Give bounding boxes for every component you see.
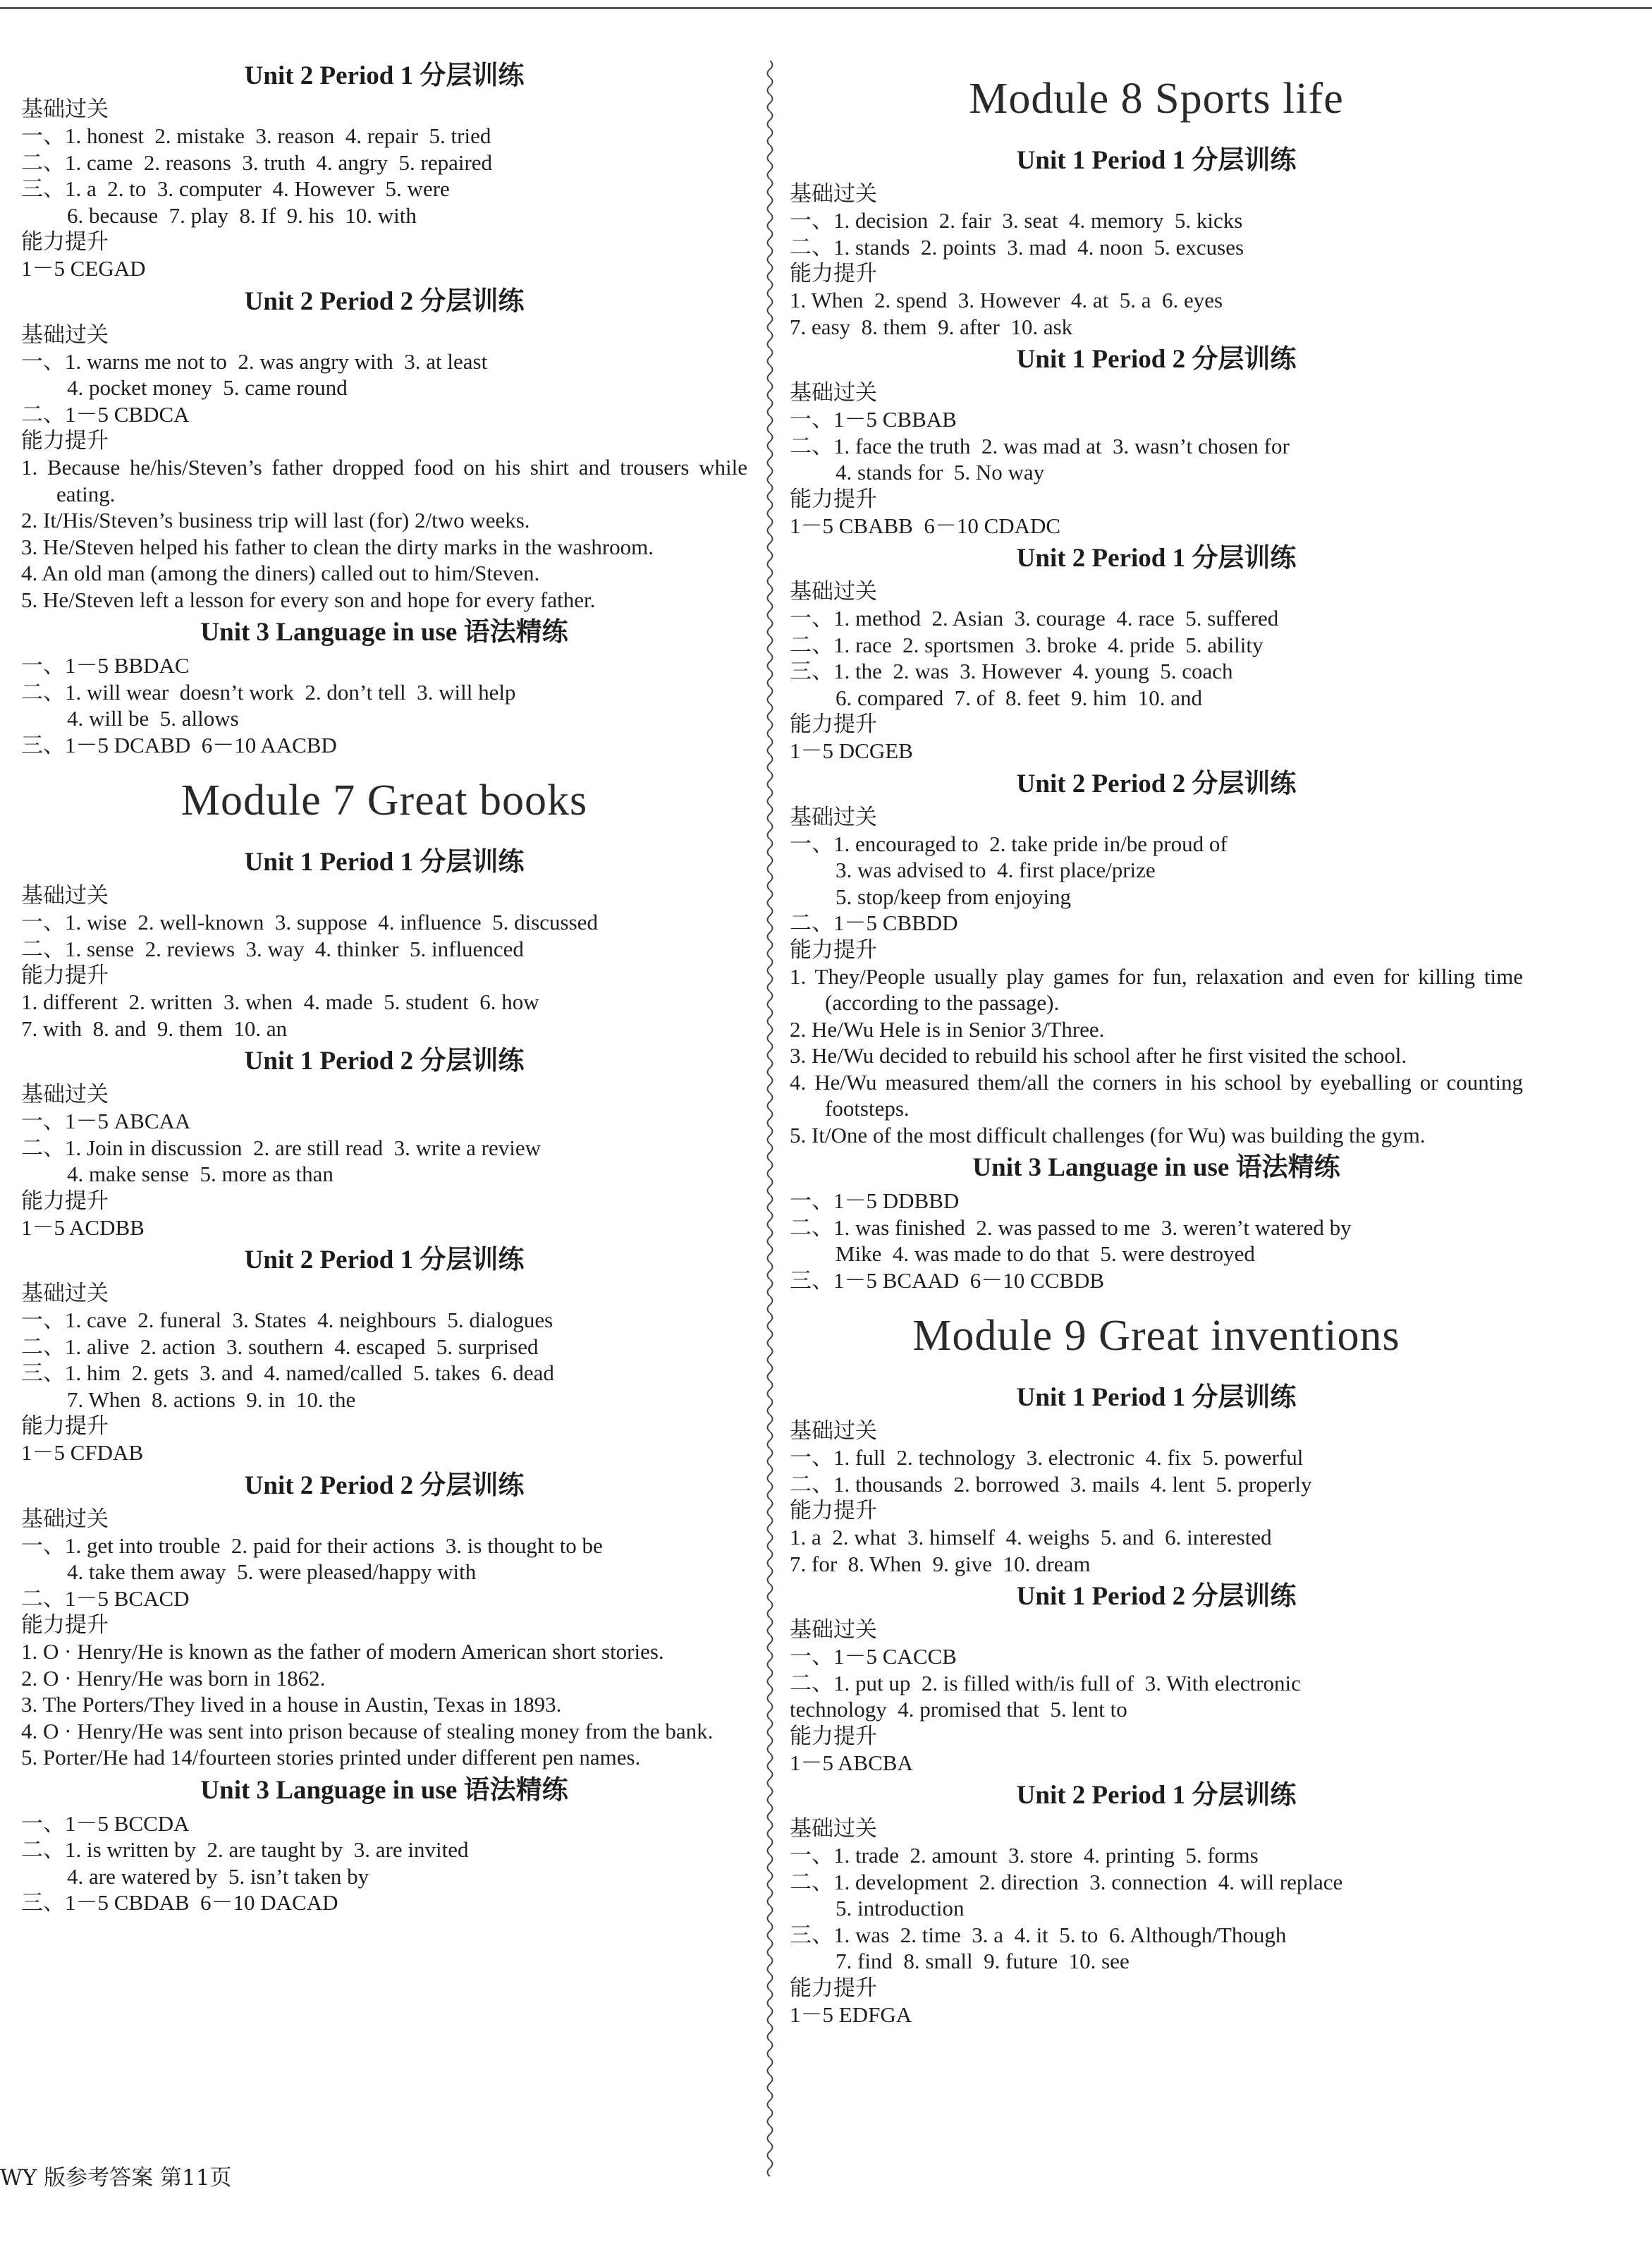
section-heading: Unit 3 Language in use 语法精练 xyxy=(972,1153,1340,1182)
answer-line: 4. are watered by 5. isn’t taken by xyxy=(67,1863,369,1889)
answer-line: 二、1. Join in discussion 2. are still read 3. write a review xyxy=(21,1135,541,1160)
answer-line: 二、1. face the truth 2. was mad at 3. wasn’t chosen for xyxy=(790,433,1290,458)
answer-line: 4. He/Wu measured them/all the corners in his school by eyeballing or counting footsteps. xyxy=(790,1069,1523,1121)
answer-line: 5. stop/keep from enjoying xyxy=(836,884,1072,909)
ability-label: 能力提升 xyxy=(790,1723,877,1749)
answer-line: 4. will be 5. allows xyxy=(67,706,239,731)
answer-line: 3. He/Steven helped his father to clean the dirty marks in the washroom. xyxy=(21,534,654,559)
answer-line: 6. because 7. play 8. If 9. his 10. with xyxy=(67,202,417,228)
section-heading: Unit 2 Period 2 分层训练 xyxy=(1016,769,1297,798)
answer-line: 一、1－5 DDBBD xyxy=(790,1188,960,1213)
answer-line: 二、1. put up 2. is filled with/is full of 3. With electronic xyxy=(790,1670,1301,1695)
answer-line: 二、1－5 BCACD xyxy=(21,1585,190,1611)
section-unit3 xyxy=(21,613,747,758)
section-heading: Unit 2 Period 2 分层训练 xyxy=(244,286,525,316)
basic-label: 基础过关 xyxy=(790,380,877,406)
basic-label: 基础过关 xyxy=(21,97,109,122)
answer-line: technology 4. promised that 5. lent to xyxy=(790,1697,1127,1722)
section-m9-unit1-period1 xyxy=(790,1378,1523,1577)
ability-label: 能力提升 xyxy=(21,1188,109,1214)
basic-label: 基础过关 xyxy=(790,579,877,604)
answer-line: 1. O · Henry/He is known as the father of modern American short stories. xyxy=(21,1639,664,1664)
answer-line: 二、1. sense 2. reviews 3. way 4. thinker 5. influenced xyxy=(21,936,524,961)
answer-line: 一、1. cave 2. funeral 3. States 4. neighbours 5. dialogues xyxy=(21,1308,553,1332)
ability-label: 能力提升 xyxy=(790,937,877,963)
section-m8-unit2-period1 xyxy=(790,539,1523,765)
section-m9-unit1-period2 xyxy=(790,1577,1523,1776)
answer-line: 一、1－5 BBDAC xyxy=(21,653,190,678)
section-heading: Unit 1 Period 2 分层训练 xyxy=(1016,1582,1297,1611)
answer-line: 一、1－5 CACCB xyxy=(790,1644,957,1669)
section-heading: Unit 2 Period 1 分层训练 xyxy=(1016,1781,1297,1810)
answer-line: 1. When 2. spend 3. However 4. at 5. a 6. eyes xyxy=(790,288,1223,312)
section-heading: Unit 2 Period 2 分层训练 xyxy=(244,1471,525,1500)
section-heading: Unit 3 Language in use 语法精练 xyxy=(200,1775,568,1805)
section-m8-unit1-period1 xyxy=(790,141,1523,340)
section-heading: Unit 3 Language in use 语法精练 xyxy=(200,618,568,647)
answer-line: 一、1. trade 2. amount 3. store 4. printing 5. forms xyxy=(790,1843,1259,1868)
answer-line: 一、1. encouraged to 2. take pride in/be proud of xyxy=(790,831,1228,856)
answer-line: 6. compared 7. of 8. feet 9. him 10. and xyxy=(836,685,1202,710)
answer-line: 三、1. him 2. gets 3. and 4. named/called 5. takes 6. dead xyxy=(21,1360,554,1385)
answer-line: 5. It/One of the most difficult challenges (for Wu) was building the gym. xyxy=(790,1122,1426,1147)
answer-line: 1－5 CEGAD xyxy=(21,256,146,281)
answer-line: 1. a 2. what 3. himself 4. weighs 5. and 6. interested xyxy=(790,1525,1272,1549)
basic-label: 基础过关 xyxy=(790,1617,877,1643)
answer-line: 3. The Porters/They lived in a house in Austin, Texas in 1893. xyxy=(21,1692,562,1717)
answer-line: 一、1. wise 2. well-known 3. suppose 4. influence 5. discussed xyxy=(21,910,598,934)
answer-line: 3. He/Wu decided to rebuild his school after he first visited the school. xyxy=(790,1043,1407,1068)
answer-line: 2. O · Henry/He was born in 1862. xyxy=(21,1665,326,1691)
answer-line: 三、1. the 2. was 3. However 4. young 5. coach xyxy=(790,659,1233,683)
basic-label: 基础过关 xyxy=(21,1281,109,1306)
answer-line: 二、1－5 CBBDD xyxy=(790,911,958,935)
answer-line: 7. with 8. and 9. them 10. an xyxy=(21,1016,288,1041)
answer-line: 7. for 8. When 9. give 10. dream xyxy=(790,1551,1091,1576)
ability-label: 能力提升 xyxy=(21,428,109,453)
basic-label: 基础过关 xyxy=(790,181,877,207)
ability-label: 能力提升 xyxy=(21,229,109,255)
section-unit2-period2 xyxy=(21,282,747,614)
section-m8-unit3 xyxy=(790,1148,1523,1293)
module-title: Module 9 Great inventions xyxy=(912,1312,1400,1360)
answer-line: 4. stands for 5. No way xyxy=(836,460,1045,485)
answer-line: 二、1－5 CBDCA xyxy=(21,401,190,427)
answer-line: 4. take them away 5. were pleased/happy with xyxy=(67,1559,477,1584)
answer-line: 三、1－5 CBDAB 6－10 DACAD xyxy=(21,1890,338,1915)
column-divider xyxy=(764,61,776,2176)
answer-line: 7. find 8. small 9. future 10. see xyxy=(836,1949,1130,1973)
basic-label: 基础过关 xyxy=(21,1506,109,1532)
answer-line: 1－5 ACDBB xyxy=(21,1214,145,1240)
ability-label: 能力提升 xyxy=(21,1413,109,1439)
section-unit2-period1 xyxy=(21,56,747,282)
answer-line: 3. was advised to 4. first place/prize xyxy=(836,858,1156,882)
ability-label: 能力提升 xyxy=(21,1612,109,1638)
answer-line: 7. When 8. actions 9. in 10. the xyxy=(67,1387,356,1412)
answer-line: 二、1. stands 2. points 3. mad 4. noon 5. excuses xyxy=(790,234,1244,260)
left-column xyxy=(21,56,747,1916)
answer-line: 一、1. method 2. Asian 3. courage 4. race 5. suffered xyxy=(790,606,1279,631)
basic-label: 基础过关 xyxy=(790,1816,877,1841)
answer-line: 二、1. alive 2. action 3. southern 4. escaped 5. surprised xyxy=(21,1334,539,1359)
answer-line: 1－5 DCGEB xyxy=(790,738,913,763)
section-m7-unit3 xyxy=(21,1771,747,1916)
ability-label: 能力提升 xyxy=(21,963,109,988)
answer-line: 一、1－5 CBBAB xyxy=(790,407,957,432)
answer-line: 4. O · Henry/He was sent into prison because of stealing money from the bank. xyxy=(21,1718,714,1743)
section-m7-unit2-period2 xyxy=(21,1466,747,1771)
answer-line: 1－5 EDFGA xyxy=(790,2002,912,2027)
section-heading: Unit 2 Period 1 分层训练 xyxy=(244,1246,525,1274)
answer-line: 二、1. will wear doesn’t work 2. don’t tell 3. will help xyxy=(21,679,516,705)
section-heading: Unit 2 Period 1 分层训练 xyxy=(244,61,525,90)
answer-line: 一、1. decision 2. fair 3. seat 4. memory 5. kicks xyxy=(790,208,1243,233)
answer-line: 二、1. development 2. direction 3. connection 4. will replace xyxy=(790,1869,1343,1894)
answer-line: 4. An old man (among the diners) called out to him/Steven. xyxy=(21,561,540,585)
answer-line: 4. pocket money 5. came round xyxy=(67,375,348,400)
answer-line: 1. They/People usually play games for fun, relaxation and even for killing time (according to the passage). xyxy=(790,963,1523,1015)
answer-line: 二、1. was finished 2. was passed to me 3. weren’t watered by xyxy=(790,1214,1352,1240)
ability-label: 能力提升 xyxy=(790,712,877,737)
section-heading: Unit 1 Period 2 分层训练 xyxy=(1016,345,1297,374)
answer-line: 1－5 ABCBA xyxy=(790,1750,913,1775)
answer-line: 二、1. race 2. sportsmen 3. broke 4. pride 5. ability xyxy=(790,632,1264,657)
answer-line: 一、1. full 2. technology 3. electronic 4. fix 5. powerful xyxy=(790,1445,1304,1470)
answer-line: 5. introduction xyxy=(836,1896,965,1920)
answer-line: 2. It/His/Steven’s business trip will last (for) 2/two weeks. xyxy=(21,508,530,532)
page-footer: WY 版参考答案 第11页 xyxy=(0,2165,232,2191)
answer-line: 三、1. a 2. to 3. computer 4. However 5. were xyxy=(21,176,450,201)
answer-line: 1－5 CFDAB xyxy=(21,1440,144,1465)
answer-line: 三、1. was 2. time 3. a 4. it 5. to 6. Although/Though xyxy=(790,1922,1287,1947)
basic-label: 基础过关 xyxy=(790,1418,877,1444)
answer-line: 1－5 CBABB 6－10 CDADC xyxy=(790,513,1061,538)
answer-line: 1. different 2. written 3. when 4. made 5. student 6. how xyxy=(21,990,539,1014)
answer-line: 三、1－5 BCAAD 6－10 CCBDB xyxy=(790,1267,1105,1293)
answer-line: 一、1－5 ABCAA xyxy=(21,1109,191,1133)
answer-line: 一、1. get into trouble 2. paid for their actions 3. is thought to be xyxy=(21,1533,603,1558)
answer-line: 二、1. thousands 2. borrowed 3. mails 4. lent 5. properly xyxy=(790,1471,1312,1497)
section-m9-unit2-period1 xyxy=(790,1776,1523,2028)
answer-line: 一、1. warns me not to 2. was angry with 3. at least xyxy=(21,348,488,374)
answer-line: 一、1－5 BCCDA xyxy=(21,1810,190,1836)
ability-label: 能力提升 xyxy=(790,1975,877,2001)
module-title: Module 7 Great books xyxy=(181,777,588,824)
answer-line: 5. Porter/He had 14/fourteen stories printed under different pen names. xyxy=(21,1745,641,1770)
section-heading: Unit 1 Period 1 分层训练 xyxy=(1016,1383,1297,1412)
module-title: Module 8 Sports life xyxy=(969,75,1344,123)
basic-label: 基础过关 xyxy=(21,883,109,908)
answer-line: 一、1. honest 2. mistake 3. reason 4. repair 5. tried xyxy=(21,123,491,148)
section-m7-unit1-period2 xyxy=(21,1042,747,1241)
ability-label: 能力提升 xyxy=(790,261,877,286)
top-rule xyxy=(0,7,1652,9)
answer-line: 7. easy 8. them 9. after 10. ask xyxy=(790,314,1073,339)
section-m7-unit2-period1 xyxy=(21,1241,747,1466)
answer-line: 二、1. came 2. reasons 3. truth 4. angry 5. repaired xyxy=(21,150,493,175)
section-heading: Unit 2 Period 1 分层训练 xyxy=(1016,544,1297,573)
ability-label: 能力提升 xyxy=(790,1498,877,1523)
section-heading: Unit 1 Period 1 分层训练 xyxy=(1016,146,1297,175)
section-heading: Unit 1 Period 1 分层训练 xyxy=(244,848,525,877)
section-heading: Unit 1 Period 2 分层训练 xyxy=(244,1047,525,1076)
answer-line: 4. make sense 5. more as than xyxy=(67,1162,334,1186)
answer-line: 2. He/Wu Hele is in Senior 3/Three. xyxy=(790,1016,1105,1042)
section-m8-unit1-period2 xyxy=(790,340,1523,539)
section-m7-unit1-period1 xyxy=(21,843,747,1042)
right-column xyxy=(790,56,1523,2028)
basic-label: 基础过关 xyxy=(21,322,109,348)
answer-line: 5. He/Steven left a lesson for every son and hope for every father. xyxy=(21,587,596,612)
answer-line: Mike 4. was made to do that 5. were destroyed xyxy=(836,1241,1255,1266)
section-m8-unit2-period2 xyxy=(790,765,1523,1149)
basic-label: 基础过关 xyxy=(21,1082,109,1107)
answer-line: 二、1. is written by 2. are taught by 3. are invited xyxy=(21,1837,469,1862)
basic-label: 基础过关 xyxy=(790,804,877,830)
ability-label: 能力提升 xyxy=(790,486,877,512)
answer-line: 三、1－5 DCABD 6－10 AACBD xyxy=(21,732,337,757)
answer-line: 1. Because he/his/Steven’s father dropped food on his shirt and trousers while eating. xyxy=(21,455,747,506)
